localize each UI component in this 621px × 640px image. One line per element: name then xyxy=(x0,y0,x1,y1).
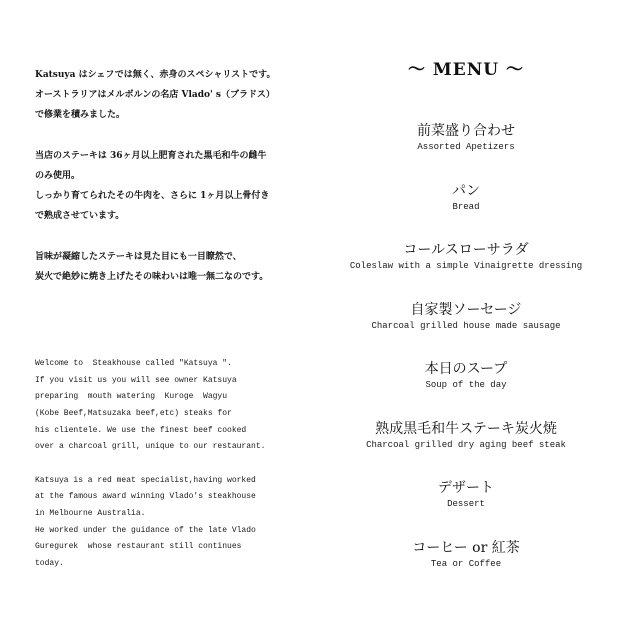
intro-english xyxy=(35,356,320,589)
intro-en-line: over a charcoal grill, unique to our restaurant. xyxy=(35,442,266,452)
intro-en-paragraph xyxy=(35,356,320,456)
menu-item-name-en: Charcoal grilled dry aging beef steak xyxy=(366,439,566,450)
menu-item xyxy=(330,122,602,182)
intro-en-line: (Kobe Beef,Matsuzaka beef,etc) steaks for xyxy=(35,408,232,418)
intro-ja-paragraph xyxy=(35,146,310,226)
menu-item-name-ja: 前菜盛り合わせ xyxy=(417,123,515,139)
intro-en-line: preparing mouth watering Kuroge Wagyu xyxy=(35,392,228,402)
intro-en-line: Guregurek whose restaurant still continues xyxy=(35,542,242,552)
intro-ja-line: のみ使用。 xyxy=(35,171,81,181)
intro-ja-paragraph xyxy=(35,65,310,125)
menu-item-name-en: Assorted Apetizers xyxy=(417,142,515,152)
menu-item xyxy=(330,182,602,242)
intro-en-line: He worked under the guidance of the late Vlado xyxy=(35,525,256,535)
intro-ja-line: 旨味が凝縮したステーキは見た目にも一目瞭然で、 xyxy=(35,252,242,262)
menu-item-name-en: Coleslaw with a simple Vinaigrette dressing xyxy=(349,261,583,271)
menu-item-name-ja: パン xyxy=(452,182,480,199)
intro-ja-line: 当店のステーキは 36ヶ月以上肥育された黒毛和牛の雌牛 xyxy=(35,151,267,161)
menu-item-name-ja: コーヒー or 紅茶 xyxy=(412,539,520,556)
menu-item-name-en: Soup of the day xyxy=(425,380,507,390)
intro-ja-line: 炭火で絶妙に焼き上げたその味わいは唯一無二なのです。 xyxy=(35,272,269,282)
intro-ja-line: しっかり育てられたその牛肉を、さらに 1ヶ月以上骨付き xyxy=(35,191,270,201)
intro-en-line: his clientele. We use the finest beef cooked xyxy=(35,425,247,435)
menu-item-name-ja: 自家製ソーセージ xyxy=(410,301,522,318)
menu-list xyxy=(330,122,602,598)
intro-ja-line: Katsuya はシェフでは無く、赤身のスペシャリストです。 xyxy=(35,70,276,80)
intro-japanese xyxy=(35,65,310,308)
intro-en-line: If you visit us you will see owner Katsuya xyxy=(35,375,237,385)
menu-item xyxy=(330,301,602,361)
intro-en-line: Katsuya is a red meat specialist,having worked xyxy=(35,475,256,485)
intro-en-line: Welcome to Steakhouse called "Katsuya ". xyxy=(35,359,232,368)
menu-item xyxy=(330,360,602,420)
menu-item-name-ja: デザート xyxy=(438,480,494,496)
intro-en-line: today. xyxy=(35,558,64,568)
intro-ja-line: で修業を積みました。 xyxy=(35,110,126,120)
intro-en-paragraph xyxy=(35,473,320,573)
menu-item xyxy=(330,539,602,599)
menu-item-name-ja: コールスローサラダ xyxy=(403,242,529,258)
intro-en-line: in Melbourne Australia. xyxy=(35,508,146,518)
menu-item xyxy=(330,479,602,539)
menu-item xyxy=(330,420,602,480)
intro-ja-line: オーストラリアはメルボルンの名店 Vlado' s（ブラドス） xyxy=(35,90,275,100)
menu-item xyxy=(330,241,602,301)
intro-en-line: at the famous award winning Vlado's steakhouse xyxy=(35,492,256,502)
menu-item-name-en: Charcoal grilled house made sausage xyxy=(371,320,561,331)
menu-item-name-en: Dessert xyxy=(447,499,485,509)
menu-item-name-en: Tea or Coffee xyxy=(430,558,502,569)
menu-title: ～ MENU ～ xyxy=(408,60,524,80)
menu-item-name-ja: 熟成黒毛和牛ステーキ炭火焼 xyxy=(375,420,557,437)
menu-item-name-ja: 本日のスープ xyxy=(424,361,508,377)
menu-column xyxy=(330,0,602,640)
intro-ja-line: で熟成させています。 xyxy=(35,211,125,221)
menu-item-name-en: Bread xyxy=(452,201,480,212)
intro-ja-paragraph xyxy=(35,247,310,287)
